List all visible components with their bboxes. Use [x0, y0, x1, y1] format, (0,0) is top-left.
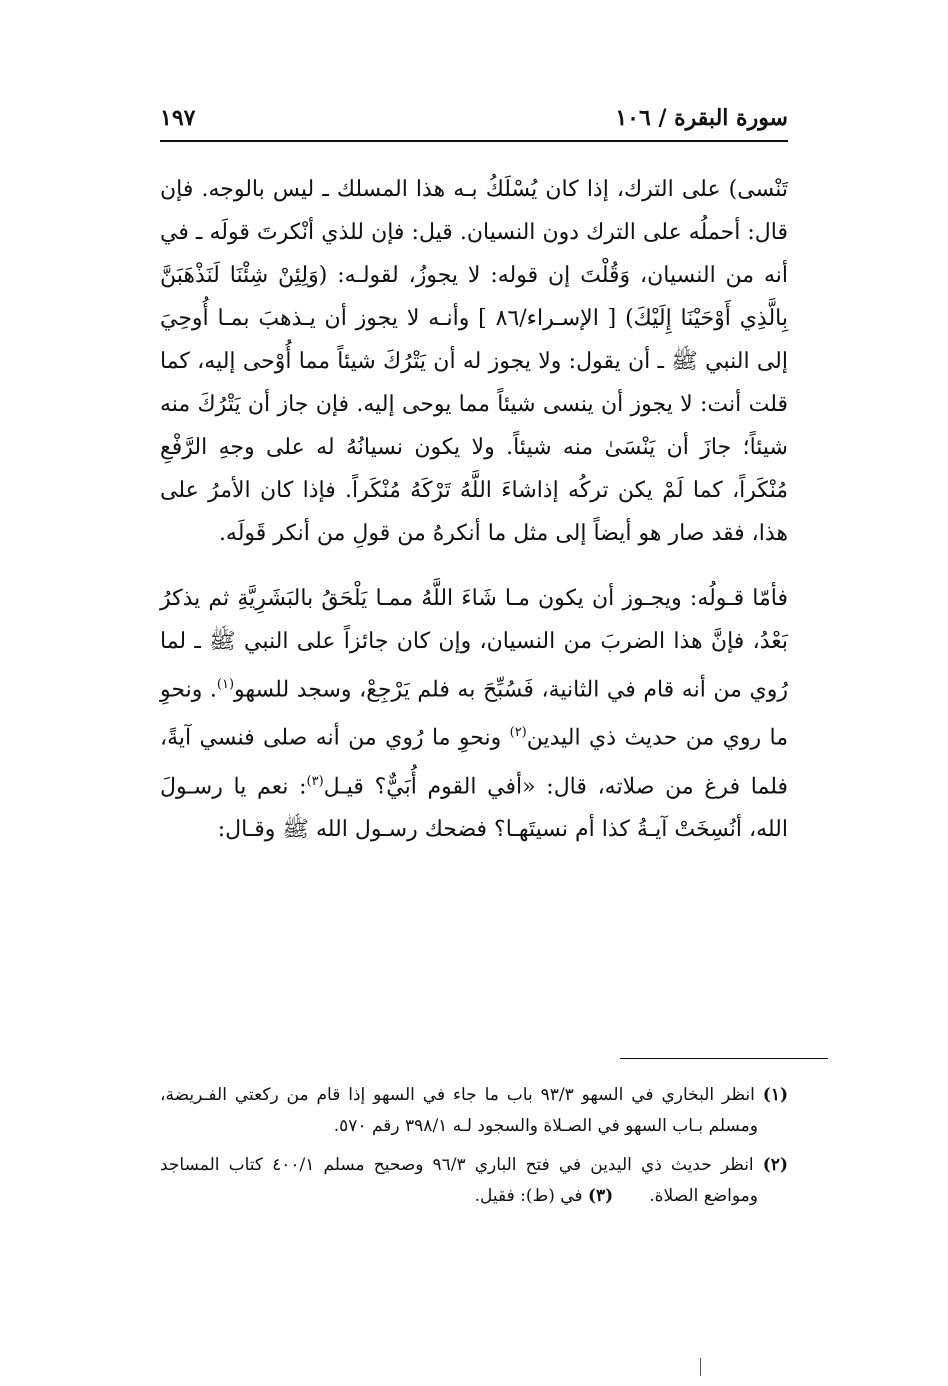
paragraph-2-text-b: . ونحوِ ما روي من حديث ذي اليدين — [160, 677, 789, 751]
footnote-3-text: في (ط): فقيل. — [474, 1186, 583, 1206]
footnote-1 — [160, 1080, 788, 1142]
footnote-rule — [620, 1058, 828, 1059]
footnote-2 — [160, 1150, 788, 1212]
paragraph-2 — [160, 577, 788, 851]
footnote-1-number: (١) — [762, 1085, 788, 1105]
footnote-1-text: انظر البخاري في السهو ٩٣/٣ باب ما جاء في السهو إذا قام من ركعتي الفـريضة، ومسلم بـاب السهو في الصـلاة والسجود لـه ٣٩٨/١ رقم ٥٧٠. — [160, 1085, 758, 1136]
footnote-ref-1: (١) — [216, 677, 235, 692]
paragraph-1: تَنْسى) على الترك، إذا كان يُسْلَكُ بـه هذا المسلك ـ ليس بالوجه. فإن قال: أحملُه على الترك دون النسيان. قيل: فإن للذي أنْكرتَ قولَه ـ في أنه من النسيان، وَقُلْتَ إن قوله: لا يجوزُ، لقولـه: (وَلِئِنْ شِئْنَا لَنَذْهَبَنَّ بِالَّذِي أَوْحَيْنَا إِلَيْكَ) [ الإسـراء/٨٦ ] وأنـه لا يجوز أن يـذهبَ بمـا أُوحِيَ إلى النبي ﷺ ـ أن يقول: ولا يجوز له أن يَتْرُكَ شيئاً مما أُوْحى إليه، كما قلت أنت: لا يجوز أن ينسى شيئاً مما يوحى إليه. فإن جاز أن يَتْرُكَ منه شيئاً؛ جازَ أن يَنْسَىٰ منه شيئاً. ولا يكون نسيانُهُ له على وجهِ الرَّفْعِ مُنْكَراً، كما لَمْ يكن تركُه إذاشاءَ اللَّهُ تَرْكَهُ مُنْكَراً. فإذا كان الأمرُ على هذا، فقد صار هو أيضاً إلى مثل ما أنكرهُ من قولِ من أنكر قَولَه. — [160, 177, 788, 546]
scan-mark — [700, 1358, 701, 1376]
paragraph-2-text-a: فأمّا قـولُه: ويجـوز أن يكون مـا شَاءَ اللَّهُ ممـا يَلْحَقُ بالبَشَرِيَّةِ ثم يذكرُ بَعْدُ، فإنَّ هذا الضربَ من النسيان، وإن كان جائزاً على النبي ﷺ ـ لما رُوي من أنه قام في الثانية، فَسُبِّحَ به فلم يَرْجِعْ، وسجد للسهو — [160, 586, 788, 703]
surah-title: سورة البقرة / ١٠٦ — [615, 105, 788, 131]
footnote-3-number: (٣) — [587, 1186, 614, 1206]
footnote-2-number: (٢) — [762, 1155, 788, 1175]
page-number: ١٩٧ — [160, 105, 196, 131]
header-rule — [160, 140, 788, 142]
footnote-2-text: انظر حديث ذي اليدين في فتح الباري ٩٦/٣ وصحيح مسلم ٤٠٠/١ كتاب المساجد ومواضع الصلاة. — [160, 1155, 758, 1206]
footnote-ref-2: (٢) — [509, 725, 527, 741]
paragraph-2-text-d: : نعم يا رسـولَ الله، أنُسِخَتْ آيـةُ كذا أم نسيتَهـا؟ فضحك رسـول الله ﷺ وقـال: — [160, 773, 788, 842]
paragraph-spacer — [160, 555, 788, 577]
footnote-ref-3: (٣) — [306, 773, 324, 789]
running-header — [160, 98, 788, 138]
main-text — [160, 168, 788, 851]
footnotes — [160, 1080, 788, 1220]
paragraph-2-text-c: ونحوِ ما رُوي من أنه صلى فنسي آيةً، فلما فرغ من صلاته، قال: «أفي القوم أُبَيٌّ؟ قيـل — [160, 725, 788, 799]
